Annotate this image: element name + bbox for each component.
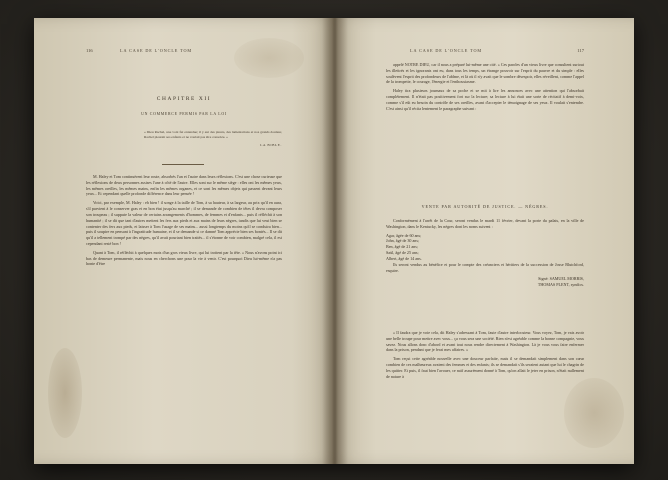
epigraph-source: LA BIBLE.	[260, 142, 282, 147]
paragraph: Voici, par exemple, M. Haley : eh bien ! il songe à la taille de Tom, à sa hauteur, à sa largeur, au prix qu'il en aura, s'il parvient à le conserver gras et en bon état jusqu'au marché ; il se demande de combien de têtes il devra composer son troupeau ; il suppute la valeur de certains arrangements d'hommes, de femmes et d'enfants... puis il réfléchit à son humanité ; il se dit que tant d'autres mettent les fers aux pieds et aux mains de leurs nègres, tandis que lui veut bien se contenter des fers aux pieds, et laisser à Tom l'usage de ses mains... aussi longtemps du moins qu'il se conduira bien... puis il soupire en pensant à l'ingratitude humaine, et il se demande si ce damné Tom apprécie bien ses bontés... Il se dit qu'il a tellement trompé par des nègres, qu'il avait pourtant bien traités... il s'étonne de voir combien, malgré cela, il est cependant resté bon !	[86, 200, 282, 246]
right-page-folio: 117	[577, 48, 584, 53]
left-page	[34, 18, 334, 464]
list-item: Agar, âgée de 60 ans;	[386, 232, 422, 238]
list-item: Ben, âgé de 21 ans;	[386, 244, 418, 250]
epigraph-text: « Dieu Rachel, une voix fut entendue; il y eut des pleurs, des lamentations et nos grands douleur, Rachel pleurait ses enfants et ne voulait pas être consolée. »	[144, 130, 282, 140]
paragraph: Quant à Tom, il réfléchit à quelques mots d'un gros vieux livre, qui lui trottent par la tête. « Nous n'avons point ici bas de demeure permanente, mais nous en cherchons une pour la vie à venir. C'est pourquoi Dieu lui-même n'a pas honte d'être	[86, 249, 282, 267]
paragraph: Tom reçut cette agréable nouvelle avec une douceur parfaite, mais il se demandait simplement dans son cœur combien de ces malheureux avaient des femmes et des enfants; ils se demandait s'ils seraient autant que lui le chagrin de les quitter. Et puis, il faut bien l'avouer, ce naïf assurément donné à Tom, qu'on allait le jeter en prison, n'était nullement de nature à	[386, 356, 584, 379]
right-page-body-top	[386, 62, 584, 115]
chapter-epigraph	[144, 130, 282, 148]
right-page-body-middle	[386, 218, 584, 288]
list-item: Saül, âgé de 25 ans;	[386, 250, 419, 256]
left-page-body	[86, 174, 282, 270]
paragraph: appelé NOTRE DIEU, car il nous a préparé lui-même une cité. » Ces paroles d'un vieux livre que consultent surtout les illettrés et les ignorants ont eu, dans tous les temps, un étrange pouvoir sur l'esprit du pauvre et du simple : elles soulèvent l'esprit des profondeurs de l'abîme, et là où il n'y avait que le sombre désespoir, elles réveillent, comme l'appel de la trompette, le courage, l'énergie et l'enthousiasme.	[386, 62, 584, 85]
signature-line: THOMAS PLENT, syndics.	[537, 282, 584, 288]
chapter-subtitle: UN COMMERCE PERMIS PAR LA LOI	[141, 112, 227, 116]
paragraph: M. Haley et Tom continuèrent leur route, absorbés l'un et l'autre dans leurs réflexions. C'est une chose curieuse que les réflexions de deux personnes assises l'une à côté de l'autre. Elles sont sur le même siège : elles ont les mêmes yeux, les mêmes oreilles, les mêmes mains, enfin les mêmes organes, et ce sont les mêmes objets qui passent devant leurs yeux... Et cependant quelle profonde différence dans leur pensée !	[86, 174, 282, 197]
right-page	[334, 18, 634, 464]
paragraph: Haley tira plusieurs journaux de sa poche et se mit à lire les annonces avec une attention qui l'absorbait complétement. Il n'était pas positivement fort sur la lecture; sa lecture à lui était une sorte de récitatif à demi-voix, comme s'il eût eu besoin du contrôle de ses oreilles, avant d'accepter le témoignage de ses yeux. Il voulait s'entendre. C'est ainsi qu'il récita lentement le paragraphe suivant :	[386, 88, 584, 111]
paper-stain	[234, 38, 304, 78]
paper-stain	[564, 378, 624, 448]
advertisement-heading: VENTE PAR AUTORITÉ DE JUSTICE. — NÈGRES.	[421, 204, 549, 209]
paragraph: Ils seront vendus au bénéfice et pour le compte des créanciers et héritiers de la succession de Josse Blutchford, esquire.	[386, 261, 584, 273]
paragraph: « Il faudra que je voie cela, dit Haley s'adressant à Tom, faute d'autre interlocuteur. Vous voyez, Tom, je vais avoir une belle troupe pour mettre avec vous... ça vous sera une société. Rien n'est agréable comme la bonne compagnie, vous savez. Nous allons donc d'abord et avant tout nous rendre directement à Washington. Là je vous vous faire enfermer dans la prison, pendant que je ferai mes affaires. »	[386, 330, 584, 353]
signature-line: Signé: SAMUEL MORRIS,	[538, 276, 584, 282]
list-item: Albert, âgé de 14 ans.	[386, 255, 422, 261]
paragraph: Conformément à l'arrêt de la Cour, seront vendus le mardi 11 février, devant la porte du palais, en la ville de Washington, dans le Kentucky, les nègres dont les noms suivent :	[386, 218, 584, 229]
list-item: John, âgé de 30 ans;	[386, 238, 420, 244]
open-book	[34, 18, 634, 464]
paper-stain	[48, 348, 82, 438]
left-page-folio: 116	[86, 48, 93, 53]
chapter-title: CHAPITRE XII	[156, 96, 212, 102]
left-page-running-head: LA CASE DE L'ONCLE TOM	[120, 48, 193, 53]
right-page-running-head: LA CASE DE L'ONCLE TOM	[410, 48, 483, 53]
right-page-body-bottom	[386, 330, 584, 383]
decorative-rule	[162, 164, 204, 165]
